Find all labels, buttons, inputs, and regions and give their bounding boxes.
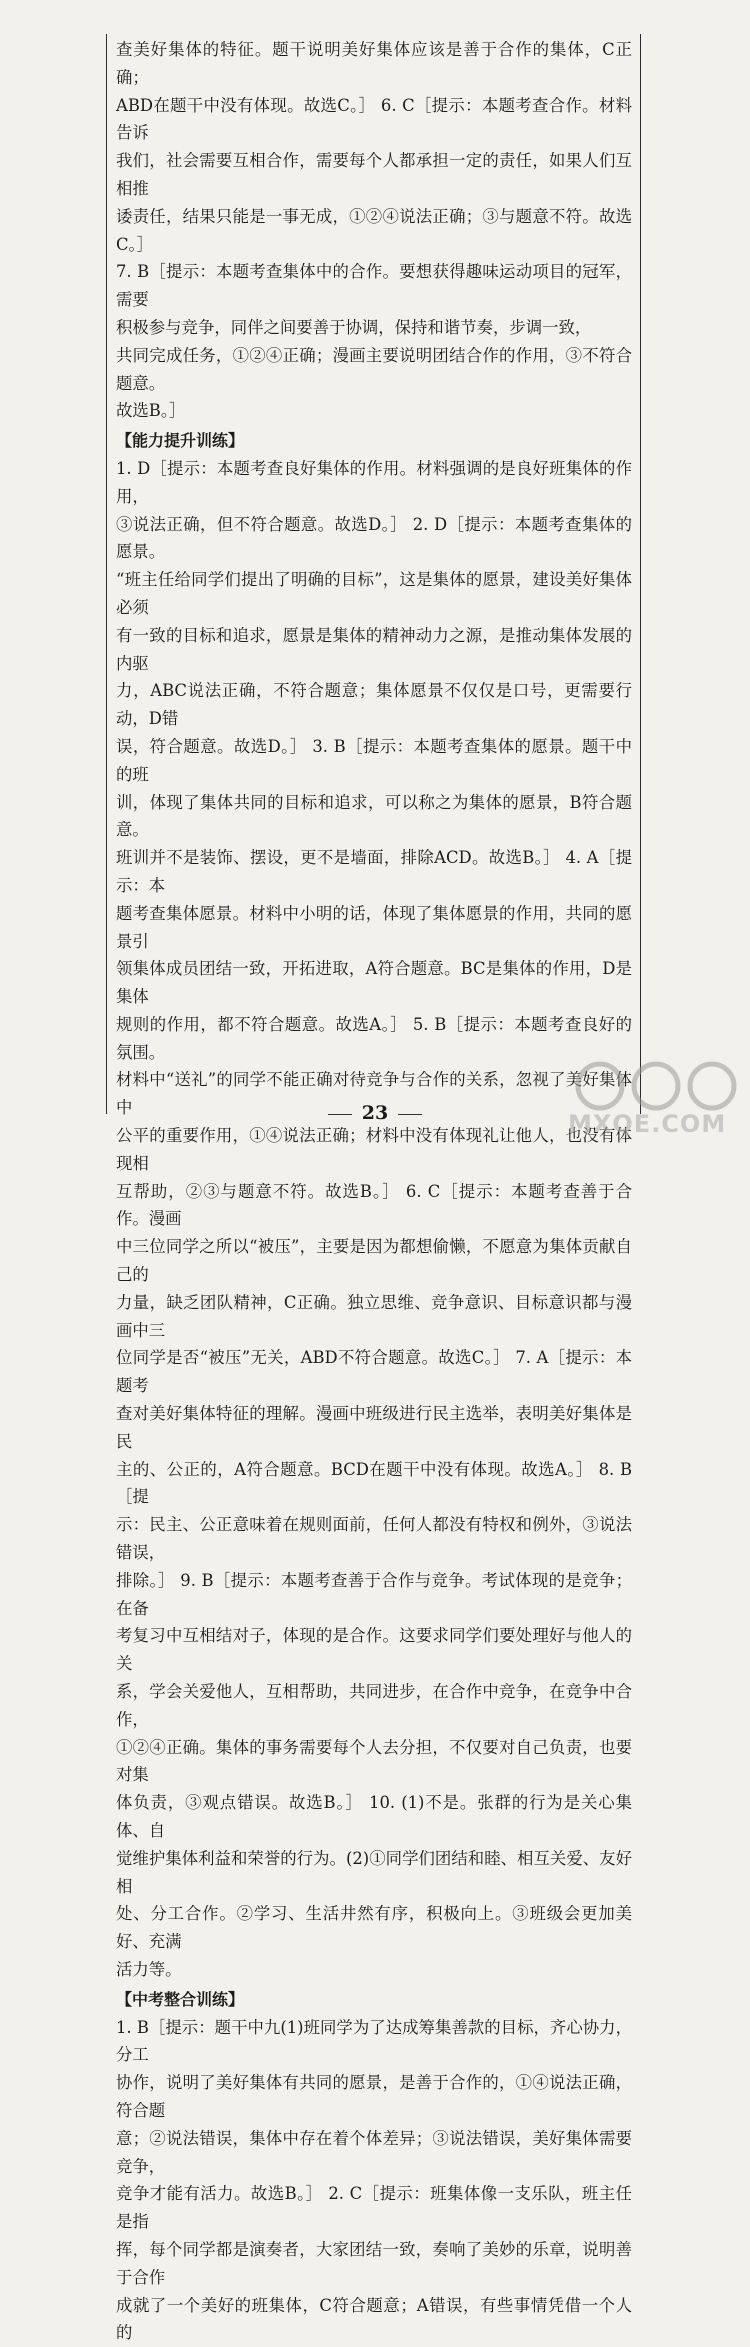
text-line: 处、分工合作。②学习、生活井然有序，积极向上。③班级会更加美好、充满 <box>116 1904 632 1952</box>
answer-block-exam <box>116 2014 632 2347</box>
text-line: 训，体现了集体共同的目标和追求，可以称之为集体的愿景，B符合题意。 <box>116 792 632 840</box>
text-line: 体负责，③观点错误。故选B。］ 10. (1)不是。张群的行为是关心集体、自 <box>116 1793 632 1840</box>
left-margin-rule <box>106 34 107 1114</box>
page-number-text: 23 <box>361 1102 389 1124</box>
text-line: 有一致的目标和追求，愿景是集体的精神动力之源，是推动集体发展的内驱 <box>116 625 632 673</box>
text-line: 题考查集体愿景。材料中小明的话，体现了集体愿景的作用，共同的愿景引 <box>116 903 632 951</box>
text-line: 示：民主、公正意味着在规则面前，任何人都没有特权和例外，③说法错误， <box>116 1515 632 1563</box>
text-line: ABD在题干中没有体现。故选C。］ 6. C［提示：本题考查合作。材料告诉 <box>116 95 632 143</box>
text-line: 1. D［提示：本题考查良好集体的作用。材料强调的是良好班集体的作用， <box>116 458 632 506</box>
text-line: 领集体成员团结一致，开拓进取，A符合题意。BC是集体的作用，D是集体 <box>116 959 632 1007</box>
watermark-icon <box>560 1056 750 1116</box>
text-line: 觉维护集体利益和荣誉的行为。(2)①同学们团结和睦、相互关爱、友好相 <box>116 1848 632 1896</box>
right-margin-rule <box>640 34 641 1114</box>
text-line: 排除。］ 9. B［提示：本题考查善于合作与竞争。考试体现的是竞争；在备 <box>116 1570 632 1618</box>
text-line: 故选B。］ <box>116 401 186 421</box>
text-line: 力，ABC说法正确，不符合题意；集体愿景不仅仅是口号，更需要行动，D错 <box>116 681 632 729</box>
text-line: 诿责任，结果只能是一事无成，①②④说法正确；③与题意不符。故选C。］ <box>116 206 632 254</box>
text-line: 活力等。 <box>116 1959 182 1979</box>
text-line: 协作，说明了美好集体有共同的愿景，是善于合作的，①④说法正确，符合题 <box>116 2073 632 2120</box>
text-line: 查对美好集体特征的理解。漫画中班级进行民主选举，表明美好集体是民 <box>116 1404 632 1451</box>
text-line: 误，符合题意。故选D。］ 3. B［提示：本题考查集体的愿景。题干中的班 <box>116 736 632 784</box>
section-heading-ability: 【能力提升训练】 <box>116 431 245 451</box>
text-line: 成就了一个美好的班集体，C符合题意；A错误，有些事情凭借一个人的 <box>116 2295 632 2343</box>
watermark-logo <box>560 1056 750 1150</box>
text-line: ③说法正确，但不符合题意。故选D。］ 2. D［提示：本题考查集体的愿景。 <box>116 514 632 562</box>
text-line: 1. B［提示：题干中九(1)班同学为了达成筹集善款的目标，齐心协力，分工 <box>116 2017 632 2065</box>
text-line: 我们，社会需要互相合作，需要每个人都承担一定的责任，如果人们互相推 <box>116 151 632 198</box>
watermark-text: MXQE.COM <box>568 1110 727 1138</box>
text-line: 积极参与竞争，同伴之间要善于协调，保持和谐节奏，步调一致， <box>116 317 592 337</box>
text-line: 规则的作用，都不符合题意。故选A。］ 5. B［提示：本题考查良好的氛围。 <box>116 1014 632 1062</box>
answer-block-ability <box>116 455 632 1984</box>
page-number-left-dash <box>328 1114 352 1115</box>
text-line: “班主任给同学们提出了明确的目标”，这是集体的愿景，建设美好集体必须 <box>116 570 632 617</box>
text-line: 班训并不是装饰、摆设，更不是墙面，排除ACD。故选B。］ 4. A［提示：本 <box>116 848 632 895</box>
text-line: 互帮助，②③与题意不符。故选B。］ 6. C［提示：本题考查善于合作。漫画 <box>116 1181 632 1229</box>
text-line: 材料中“送礼”的同学不能正确对待竞争与合作的关系，忽视了美好集体中 <box>116 1070 632 1118</box>
text-line: 挥，每个同学都是演奏者，大家团结一致，奏响了美妙的乐章，说明善于合作 <box>116 2239 632 2287</box>
text-line: 共同完成任务，①②④正确；漫画主要说明团结合作的作用，③不符合题意。 <box>116 345 632 393</box>
section-heading-exam: 【中考整合训练】 <box>116 1989 245 2009</box>
text-line: 意；②说法错误，集体中存在着个体差异；③说法错误，美好集体需要竞争， <box>116 2128 632 2176</box>
answer-text-body <box>116 36 632 2347</box>
text-line: 考复习中互相结对子，体现的是合作。这要求同学们要处理好与他人的关 <box>116 1626 632 1674</box>
text-line: 查美好集体的特征。题干说明美好集体应该是善于合作的集体，C正确； <box>116 40 632 87</box>
text-line: 系，学会关爱他人，互相帮助，共同进步，在合作中竞争，在竞争中合作， <box>116 1682 632 1729</box>
text-line: 主的、公正的，A符合题意。BCD在题干中没有体现。故选A。］ 8. B［提 <box>116 1459 632 1507</box>
text-line: 位同学是否“被压”无关，ABD不符合题意。故选C。］ 7. A［提示：本题考 <box>116 1348 632 1396</box>
page-number-right-dash <box>398 1114 422 1115</box>
text-line: 7. B［提示：本题考查集体中的合作。要想获得趣味运动项目的冠军，需要 <box>116 262 632 310</box>
answer-block-basic <box>116 36 632 425</box>
text-line: 竞争才能有活力。故选B。］ 2. C［提示：班集体像一支乐队，班主任是指 <box>116 2184 632 2232</box>
text-line: 公平的重要作用，①④说法正确；材料中没有体现礼让他人，也没有体现相 <box>116 1126 632 1173</box>
text-line: ①②④正确。集体的事务需要每个人去分担，不仅要对自己负责，也要对集 <box>116 1737 632 1785</box>
text-line: 力量，缺乏团队精神，C正确。独立思维、竞争意识、目标意识都与漫画中三 <box>116 1292 632 1340</box>
text-line: 中三位同学之所以“被压”，主要是因为都想偷懒，不愿意为集体贡献自己的 <box>116 1237 632 1285</box>
